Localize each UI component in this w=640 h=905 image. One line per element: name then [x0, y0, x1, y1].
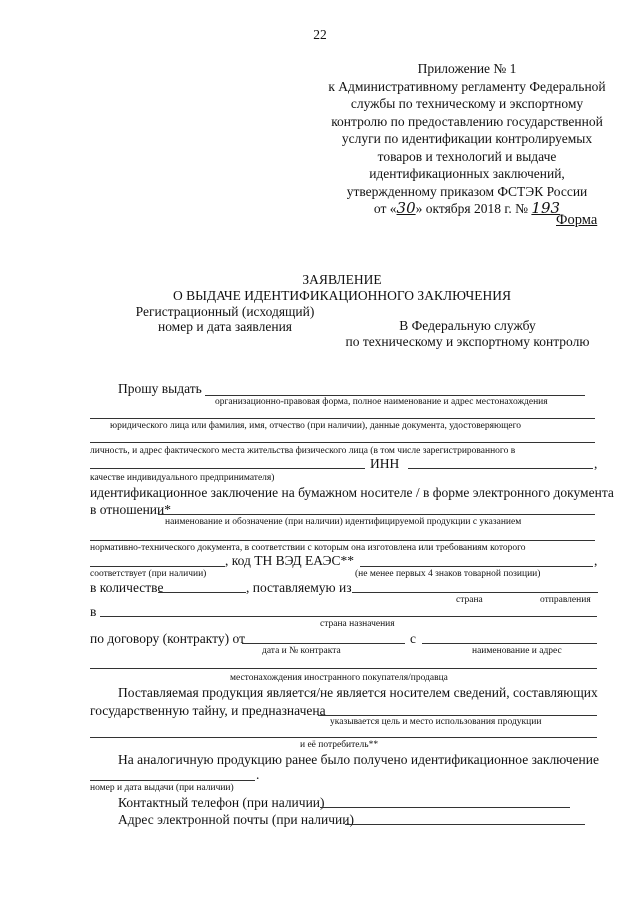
hint-destination: страна назначения	[320, 619, 395, 629]
contract-field-line[interactable]	[242, 643, 405, 644]
title-line2: О ВЫДАЧЕ ИДЕНТИФИКАЦИОННОГО ЗАКЛЮЧЕНИЯ	[173, 288, 511, 303]
request-label: Прошу выдать	[118, 381, 202, 396]
product-field-line[interactable]	[158, 514, 595, 515]
contract-label: по договору (контракту) от	[90, 631, 245, 646]
applicant-field-line-2[interactable]	[90, 418, 595, 419]
product-field-line-2[interactable]	[90, 540, 595, 541]
inn-comma: ,	[594, 456, 598, 471]
hint-consumer: и её потребитель**	[300, 740, 379, 750]
purpose-field-line[interactable]	[318, 715, 597, 716]
hint-contract: дата и № контракта	[262, 646, 341, 656]
hint-purpose: указывается цель и место использования продукции	[330, 717, 542, 727]
quantity-field-line[interactable]	[158, 592, 246, 593]
hint-country: страна	[456, 595, 483, 605]
inn-field-line[interactable]	[408, 468, 593, 469]
supplied-from-label: , поставляемую из	[246, 580, 352, 595]
with-label: с	[410, 631, 416, 646]
title-line1: ЗАЯВЛЕНИЕ	[302, 272, 382, 287]
order-day: 30	[396, 199, 416, 217]
period: .	[256, 767, 260, 782]
form-label: Форма	[556, 212, 598, 228]
hint-product-2: нормативно-технического документа, в соответствии с которым она изготовлена или требованиям которого	[90, 543, 526, 553]
registration-line: номер и дата заявления	[157, 319, 293, 334]
phone-field-line[interactable]	[320, 807, 570, 808]
hs-code-comma: ,	[594, 553, 598, 568]
hs-code-field-line[interactable]	[360, 566, 593, 567]
email-field-line[interactable]	[345, 824, 585, 825]
hint-applicant-3: личность, и адрес фактического места жительства физического лица (в том числе зарегистрированного в	[90, 446, 516, 456]
hint-previous-conclusion: номер и дата выдачи (при наличии)	[90, 783, 234, 793]
secrecy-line-2: государственную тайну, и предназначена	[90, 703, 326, 718]
page-number: 22	[313, 27, 327, 42]
identification-line: идентификационное заключение на бумажном носителе / в форме электронного документа	[90, 485, 614, 500]
applicant-field-line-3[interactable]	[90, 442, 595, 443]
appendix-line: Приложение № 1	[417, 61, 517, 76]
applicant-field-line-4[interactable]	[90, 468, 365, 469]
appendix-line: службы по техническому и экспортному	[350, 96, 584, 111]
hint-buyer: местонахождения иностранного покупателя/продавца	[230, 673, 448, 683]
hint-applicant-4: качестве индивидуального предпринимателя)	[90, 473, 275, 483]
buyer-field-line[interactable]	[90, 668, 597, 669]
previous-conclusion-line: На аналогичную продукцию ранее было получено идентификационное заключение	[118, 752, 599, 767]
appendix-line: услуги по идентификации контролируемых	[341, 131, 593, 146]
counterparty-field-line[interactable]	[422, 643, 597, 644]
origin-country-field-line[interactable]	[352, 592, 598, 593]
date-middle: » октября 2018 г. №	[415, 201, 529, 216]
hint-conforms: соответствует (при наличии)	[90, 569, 207, 579]
appendix-header	[312, 60, 622, 218]
previous-conclusion-field-line[interactable]	[90, 780, 255, 781]
hint-applicant-2: юридического лица или фамилия, имя, отчество (при наличии), данные документа, удостоверяющего	[110, 421, 522, 431]
registration-line: Регистрационный (исходящий)	[135, 304, 315, 319]
in-relation-label: в отношении*	[90, 502, 172, 517]
quantity-label: в количестве	[90, 580, 164, 595]
hs-code-label: , код ТН ВЭД ЕАЭС**	[225, 553, 355, 568]
appendix-line: утвержденному приказом ФСТЭК России	[346, 183, 588, 199]
appendix-line: товаров и технологий и выдаче	[377, 148, 557, 164]
date-prefix: от «	[373, 201, 397, 216]
registration-number-label	[110, 304, 340, 334]
inn-label: ИНН	[370, 456, 400, 471]
email-label: Адрес электронной почты (при наличии)	[118, 812, 354, 827]
destination-field-line[interactable]	[100, 616, 597, 617]
hint-product-1: наименование и обозначение (при наличии) идентифицируемой продукции с указанием	[165, 517, 522, 527]
to-label: в	[90, 604, 97, 619]
appendix-line: контролю по предоставлению государственной	[331, 113, 603, 129]
hint-applicant-1: организационно-правовая форма, полное наименование и адрес местонахождения	[215, 397, 548, 407]
phone-label: Контактный телефон (при наличии)	[118, 795, 325, 810]
addressee-line: В Федеральную службу	[399, 318, 536, 333]
consumer-field-line[interactable]	[90, 737, 597, 738]
hint-dispatch: отправления	[540, 595, 591, 605]
addressee-line: по техническому и экспортному контролю	[345, 334, 590, 349]
applicant-field-line[interactable]	[205, 395, 585, 396]
hint-name-address: наименование и адрес	[472, 646, 562, 656]
addressee	[335, 318, 600, 350]
standard-field-line[interactable]	[90, 566, 225, 567]
appendix-line: идентификационных заключений,	[369, 166, 565, 181]
secrecy-line-1: Поставляемая продукция является/не является носителем сведений, составляющих	[118, 685, 598, 700]
appendix-line: к Административному регламенту Федеральной	[328, 78, 606, 94]
order-number: 193	[531, 199, 561, 217]
hint-hs-code: (не менее первых 4 знаков товарной позиции)	[355, 569, 541, 579]
